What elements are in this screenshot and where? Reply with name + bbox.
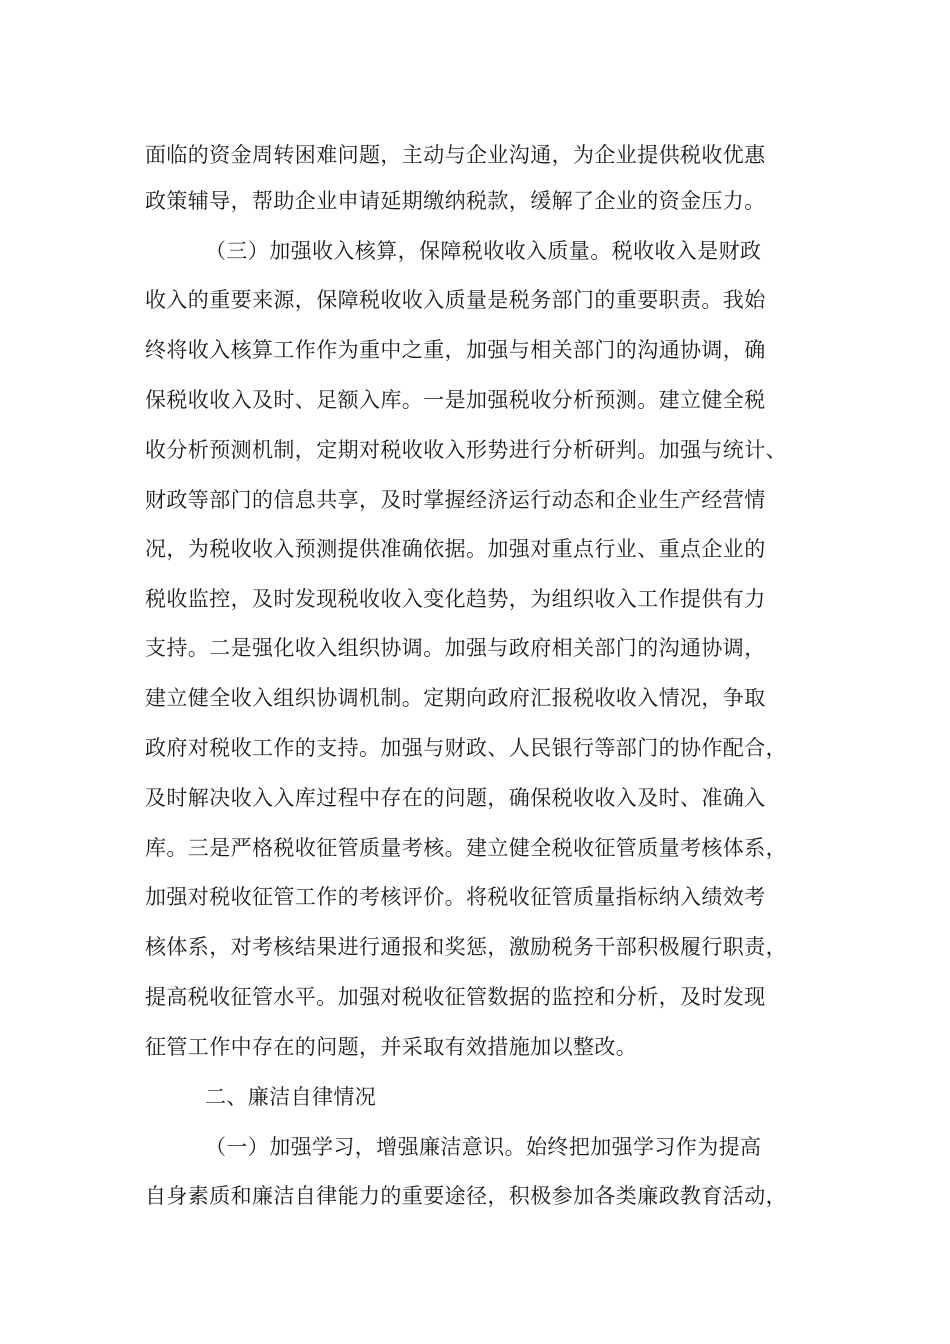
text-line: 自身素质和廉洁自律能力的重要途径，积极参加各类廉政教育活动， bbox=[145, 1184, 787, 1208]
text-line: 支持。二是强化收入组织协调。加强与政府相关部门的沟通协调， bbox=[145, 636, 766, 660]
text-line: 税收监控，及时发现税收收入变化趋势，为组织收入工作提供有力 bbox=[145, 587, 766, 611]
text-line: 况，为税收收入预测提供准确依据。加强对重点行业、重点企业的 bbox=[145, 537, 766, 561]
text-line: 收入的重要来源，保障税收收入质量是税务部门的重要职责。我始 bbox=[145, 288, 766, 312]
text-line: 政府对税收工作的支持。加强与财政、人民银行等部门的协作配合， bbox=[145, 736, 787, 760]
text-line: 收分析预测机制，定期对税收收入形势进行分析研判。加强与统计、 bbox=[145, 438, 787, 462]
text-line: 财政等部门的信息共享，及时掌握经济运行动态和企业生产经营情 bbox=[145, 488, 766, 512]
text-line: 加强对税收征管工作的考核评价。将税收征管质量指标纳入绩效考 bbox=[145, 885, 766, 909]
text-line: 库。三是严格税收征管质量考核。建立健全税收征管质量考核体系， bbox=[145, 836, 787, 860]
text-line: 及时解决收入入库过程中存在的问题，确保税收收入及时、准确入 bbox=[145, 786, 766, 810]
text-line: 核体系，对考核结果进行通报和奖惩，激励税务干部积极履行职责， bbox=[145, 935, 787, 959]
text-line: 征管工作中存在的问题，并采取有效措施加以整改。 bbox=[145, 1035, 638, 1059]
text-line: 终将收入核算工作作为重中之重，加强与相关部门的沟通协调，确 bbox=[145, 338, 766, 362]
text-line: 提高税收征管水平。加强对税收征管数据的监控和分析，及时发现 bbox=[145, 985, 766, 1009]
section-heading: 二、廉洁自律情况 bbox=[205, 1085, 377, 1109]
text-line: 面临的资金周转困难问题，主动与企业沟通，为企业提供税收优惠 bbox=[145, 143, 766, 167]
text-line: 政策辅导，帮助企业申请延期缴纳税款，缓解了企业的资金压力。 bbox=[145, 189, 766, 213]
paragraph-heading: （三）加强收入核算，保障税收收入质量。税收收入是财政 bbox=[205, 239, 762, 263]
paragraph-heading: （一）加强学习，增强廉洁意识。始终把加强学习作为提高 bbox=[205, 1135, 762, 1159]
text-line: 保税收收入及时、足额入库。一是加强税收分析预测。建立健全税 bbox=[145, 388, 766, 412]
text-line: 建立健全收入组织协调机制。定期向政府汇报税收收入情况，争取 bbox=[145, 686, 766, 710]
